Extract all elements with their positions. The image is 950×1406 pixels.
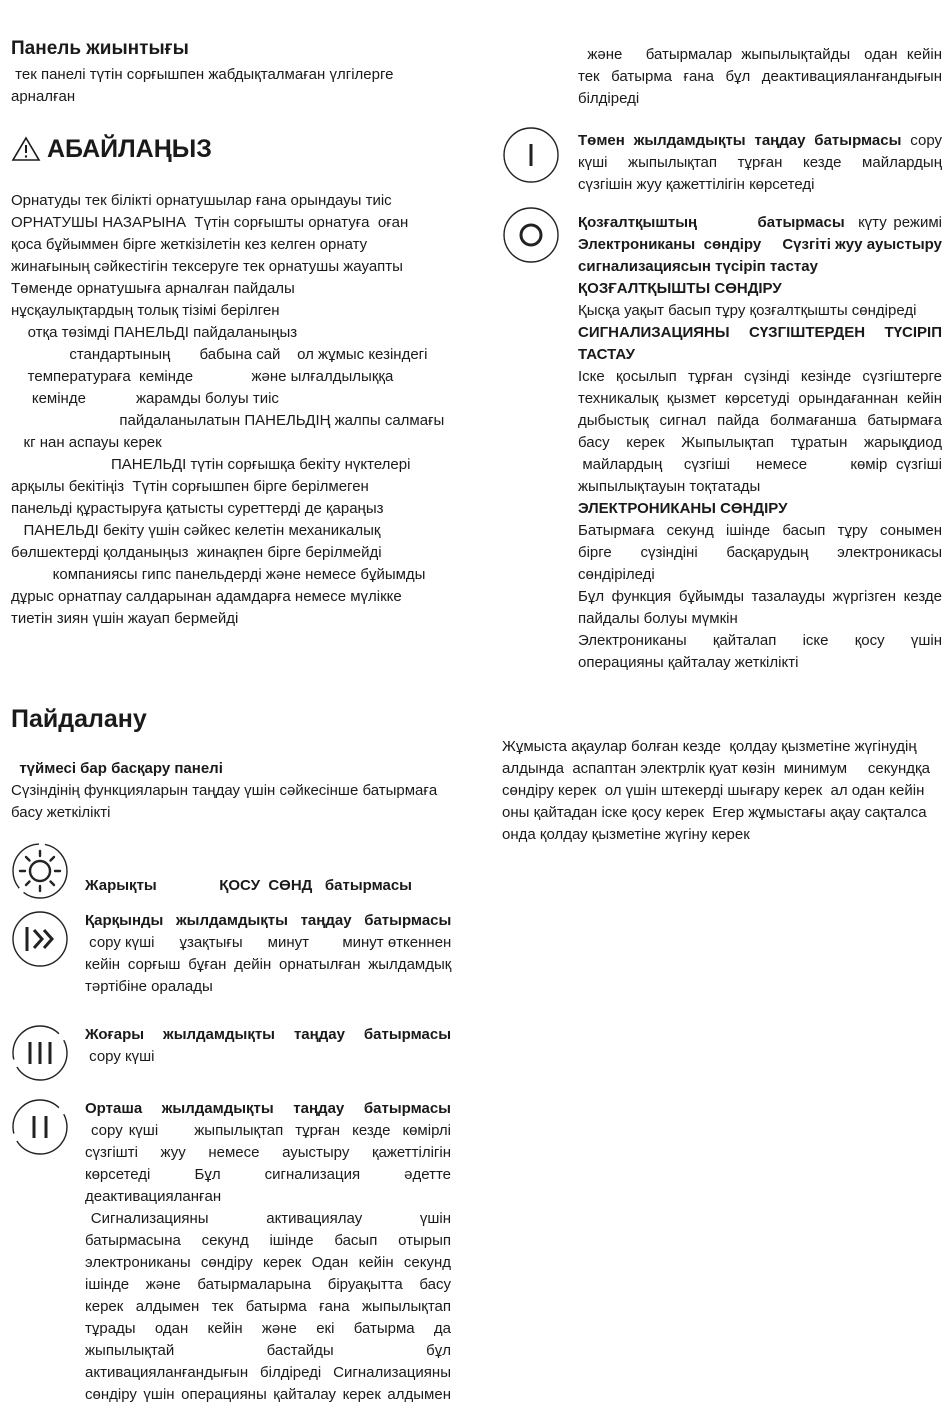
continued-line: білдіреді bbox=[578, 90, 640, 107]
warning-line: ОРНАТУШЫ НАЗАРЫНА Түтін сорғышты орнатуға оған bbox=[11, 214, 409, 231]
motor-line: Бұл функция бұйымды тазалауды жүргізген кезде bbox=[578, 588, 942, 605]
warning-line: нұсқаулықтардың толық тізімі берілген bbox=[11, 302, 280, 319]
light-sun-icon bbox=[11, 842, 69, 900]
mid-line: сөндіру үшін операцияны қайталау керек алдымен bbox=[85, 1386, 451, 1403]
boost-button-item bbox=[11, 910, 451, 998]
boost-line: сору күші ұзақтығы минут минут өткеннен bbox=[85, 934, 452, 951]
mid-speed-button-item bbox=[11, 1098, 451, 1406]
motor-line: жыпылықтауын тоқтатады bbox=[578, 478, 761, 495]
boost-line: кейін сорғыш бұған дейін орнатылған жылдамдық bbox=[85, 956, 452, 973]
warning-line: кемінде жарамды болуы тиіс bbox=[11, 390, 279, 407]
motor-power-icon bbox=[502, 206, 560, 264]
speed-one-icon bbox=[502, 126, 560, 184]
panel-title: Панель жиынтығы bbox=[11, 38, 189, 59]
speed-three-icon bbox=[11, 1024, 69, 1082]
high-speed-button-label: Жоғары жылдамдықты таңдау батырмасы bbox=[85, 1026, 451, 1043]
warning-line: тиетін зиян үшін жауап бермейді bbox=[11, 610, 239, 627]
mid-line: жыпылықтай бастайды бұл bbox=[85, 1342, 451, 1359]
right-column bbox=[578, 44, 942, 690]
warning-line: жинағының сәйкестігін тексеруге тек орнатушы жауапты bbox=[11, 258, 403, 275]
mid-line: тұрады одан кейін және екі батырма да bbox=[85, 1320, 451, 1337]
mid-line: көрсетеді Бұл сигнализация әдетте bbox=[85, 1166, 451, 1183]
warning-title: АБАЙЛАҢЫЗ bbox=[47, 135, 212, 163]
motor-line: Батырмаға секунд ішінде басып тұру сонымен bbox=[578, 522, 942, 539]
motor-line: Іске қосылып тұрған сүзінді кезінде сүзгіштерге bbox=[578, 368, 942, 385]
mid-line: сору күші жыпылықтап тұрған кезде көмірлі bbox=[85, 1122, 451, 1139]
motor-bold-line: Электрониканы сөндіру Сүзгіті жуу ауыстыру bbox=[578, 236, 942, 253]
motor-line: операцияны қайталау жеткілікті bbox=[578, 654, 799, 671]
mid-speed-button-label: Орташа жылдамдықты таңдау батырмасы bbox=[85, 1100, 451, 1117]
motor-line: дыбыстық сигнал пайда болмағанша батырмаға bbox=[578, 412, 942, 429]
continued-line: тек батырма ғана бұл деактивацияланғандығын bbox=[578, 68, 942, 85]
motor-line: техникалық қызмет көрсетуді орындағаннан кейін bbox=[578, 390, 942, 407]
use-title: Пайдалану bbox=[11, 705, 147, 733]
trouble-line: оны қайтадан іске қосу керек Егер жұмыстағы ақау сақталса bbox=[502, 804, 927, 821]
low-line: сүзгішін жуу қажеттілігін көрсетеді bbox=[578, 176, 815, 193]
mid-line: электрониканы сөндіру керек Одан кейін секунд bbox=[85, 1254, 451, 1271]
boost-speed-icon bbox=[11, 910, 69, 968]
warning-line: ПАНЕЛЬДІ түтін сорғышқа бекіту нүктелері bbox=[11, 456, 411, 473]
light-button-label: Жарықты ҚОСУ СӨНД батырмасы bbox=[85, 877, 412, 894]
high-speed-line: сору күші bbox=[85, 1048, 155, 1065]
control-line: Сүзіндінің функцияларын таңдау үшін сәйкесінше батырмаға bbox=[11, 782, 438, 799]
warning-heading bbox=[11, 134, 451, 164]
warning-line: компаниясы гипс панельдерді және немесе бұйымды bbox=[11, 566, 426, 583]
motor-line: Қысқа уақыт басып тұру қозғалтқышты сөндіреді bbox=[578, 302, 917, 319]
warning-line: Төменде орнатушыға арналған пайдалы bbox=[11, 280, 295, 297]
motor-bold-line: сигнализациясын түсіріп тастау bbox=[578, 258, 818, 275]
warning-icon bbox=[11, 136, 41, 162]
mid-line: активацияланғандығын білдіреді Сигнализацияны bbox=[85, 1364, 451, 1381]
high-speed-button-item bbox=[11, 1024, 451, 1082]
panel-line: арналған bbox=[11, 88, 76, 105]
continued-line: және батырмалар жыпылықтайды одан кейін bbox=[578, 46, 942, 63]
motor-bold-line: СИГНАЛИЗАЦИЯНЫ СҮЗГІШТЕРДЕН ТҮСІРІП bbox=[578, 324, 942, 341]
speed-two-icon bbox=[11, 1098, 69, 1156]
motor-line: пайдалы болуы мүмкін bbox=[578, 610, 738, 627]
warning-text bbox=[11, 168, 451, 674]
motor-button-label: Қозғалтқыштың батырмасы bbox=[578, 214, 845, 231]
warning-line: Орнатуды тек білікті орнатушылар ғана орындауы тиіс bbox=[11, 192, 392, 209]
mid-line: Сигнализацияны активациялау үшін bbox=[85, 1210, 451, 1227]
mid-line: ішінде және батырмаларына біруақытта басу bbox=[85, 1276, 451, 1293]
troubleshooting-text bbox=[502, 736, 932, 846]
warning-line: кг нан аспауы керек bbox=[11, 434, 162, 451]
mid-line: деактивацияланған bbox=[85, 1188, 222, 1205]
trouble-line: Жұмыста ақаулар болған кезде қолдау қызметіне жүгінудің bbox=[502, 738, 917, 755]
motor-line: Электрониканы қайталап іске қосу үшін bbox=[578, 632, 942, 649]
warning-line: дұрыс орнатпау салдарынан адамдарға немесе мүлікке bbox=[11, 588, 402, 605]
motor-line: басу керек Жыпылықтап тұратын жарықдиод bbox=[578, 434, 942, 451]
motor-bold-line: ҚОЗҒАЛТҚЫШТЫ СӨНДІРУ bbox=[578, 280, 782, 297]
motor-line: бірге сүзіндіні басқарудың электроникасы bbox=[578, 544, 942, 561]
warning-line: отқа төзімді ПАНЕЛЬДІ пайдаланыңыз bbox=[11, 324, 298, 341]
motor-line: сөндіріледі bbox=[578, 566, 655, 583]
low-speed-button-item bbox=[578, 130, 942, 196]
low-speed-button-label: Төмен жылдамдықты таңдау батырмасы bbox=[578, 132, 902, 149]
light-button-item bbox=[11, 842, 451, 900]
boost-line: тәртібіне оралады bbox=[85, 978, 213, 995]
warning-line: қоса бұйыммен бірге жеткізілетін кез келген орнату bbox=[11, 236, 368, 253]
control-text bbox=[11, 780, 451, 824]
warning-line: пайдаланылатын ПАНЕЛЬДІҢ жалпы салмағы bbox=[11, 412, 445, 429]
mid-line: керек алдымен тек батырма ғана жыпылықтап bbox=[85, 1298, 451, 1315]
continued-text bbox=[578, 44, 942, 110]
motor-rest: күту режимі bbox=[844, 214, 942, 231]
left-column bbox=[11, 36, 451, 1406]
control-subhead: түймесі бар басқару панелі bbox=[11, 760, 223, 777]
trouble-line: сөндіру керек ол үшін штекерді шығару керек ал одан кейін bbox=[502, 782, 925, 799]
mid-line: сүзгішті жуу немесе ауыстыру қажеттілігін bbox=[85, 1144, 451, 1161]
warning-line: температураға кемінде және ылғалдылыққа bbox=[11, 368, 394, 385]
motor-button-item bbox=[578, 212, 942, 674]
low-line: күші жыпылықтап тұрған кезде майлардың bbox=[578, 154, 942, 171]
boost-button-label: Қарқынды жылдамдықты таңдау батырмасы bbox=[85, 912, 452, 929]
warning-line: панельді құрастыруға қатысты суреттерді де қараңыз bbox=[11, 500, 384, 517]
trouble-line: алдында аспаптан электрлік қуат көзін минимум секундқа bbox=[502, 760, 930, 777]
warning-line: бөлшектерді қолданыңыз жинақпен бірге берілмейді bbox=[11, 544, 382, 561]
trouble-line: онда қолдау қызметіне жүгіну керек bbox=[502, 826, 750, 843]
panel-text bbox=[11, 64, 451, 108]
control-line: басу жеткілікті bbox=[11, 804, 111, 821]
motor-bold-line: ТАСТАУ bbox=[578, 346, 635, 363]
low-speed-rest: сору bbox=[901, 132, 942, 149]
warning-line: стандартының бабына сай ол жұмыс кезіндегі bbox=[11, 346, 428, 363]
mid-line: батырмасына секунд ішінде басып отырып bbox=[85, 1232, 451, 1249]
panel-line: тек панелі түтін сорғышпен жабдықталмаған үлгілерге bbox=[11, 66, 394, 83]
warning-line: арқылы бекітіңіз Түтін сорғышпен бірге берілмеген bbox=[11, 478, 369, 495]
warning-line: ПАНЕЛЬДІ бекіту үшін сәйкес келетін механикалық bbox=[11, 522, 381, 539]
motor-line: майлардың сүзгіші немесе көмір сүзгіші bbox=[578, 456, 942, 473]
motor-bold-line: ЭЛЕКТРОНИКАНЫ СӨНДІРУ bbox=[578, 500, 788, 517]
